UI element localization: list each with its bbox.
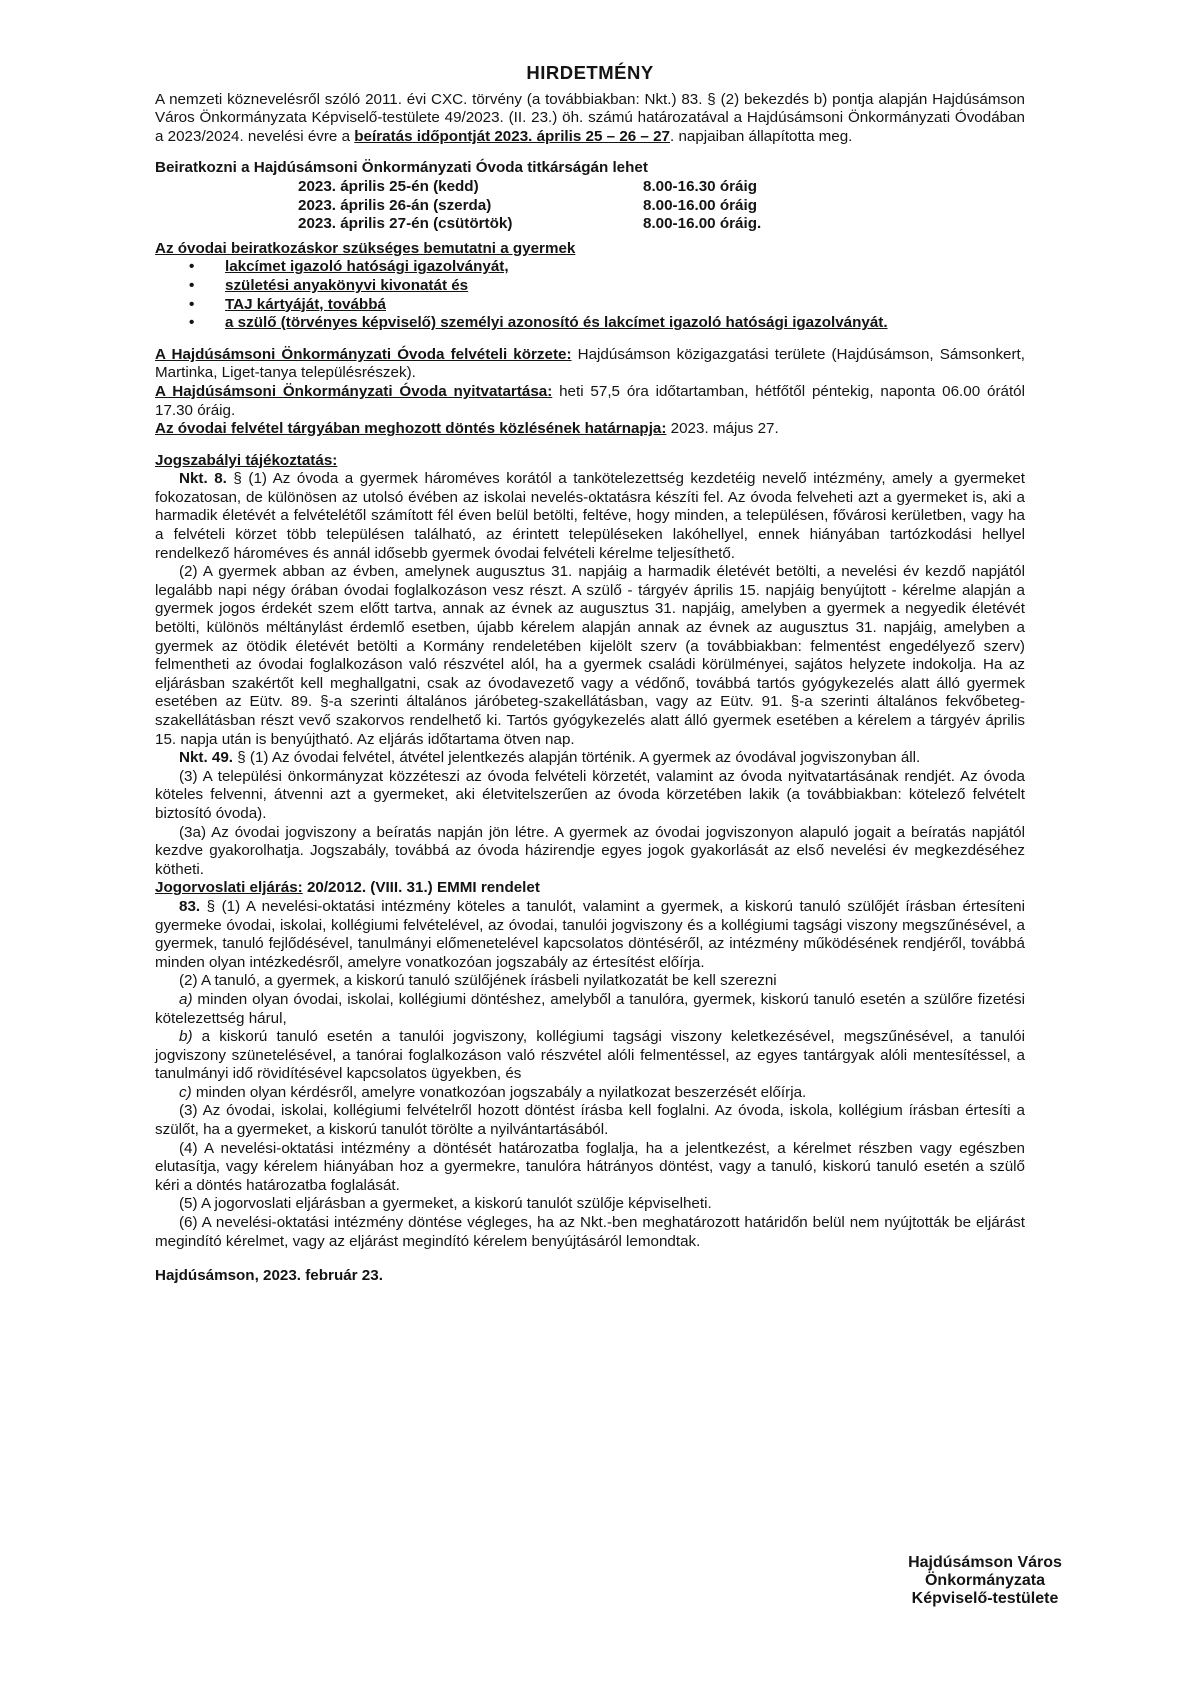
point-b-label: b) bbox=[179, 1028, 193, 1046]
s83-paragraph-4: (4) A nevelési-oktatási intézmény a döntését határozatba foglalja, ha a jelentkezést, a kérelmet részben vagy egészben elutasítja, vagy kérelem hiányában hoz a gyermekre, tanulóra hátrányos döntést, vagy a tanuló, kiskorú tanuló esetén a szülő kéri a döntés határozatba foglalását. bbox=[155, 1139, 1025, 1194]
appeal-heading-rest: 20/2012. (VIII. 31.) EMMI rendelet bbox=[302, 879, 540, 897]
document-text: születési anyakönyvi kivonatát és bbox=[225, 276, 469, 294]
schedule-date: 2023. április 25-én (kedd) bbox=[298, 177, 479, 195]
appeal-heading-label: Jogorvoslati eljárás: bbox=[155, 879, 303, 897]
s83-text-1: § (1) A nevelési-oktatási intézmény köteles a tanulót, valamint a gyermek, a kiskorú tanuló szülőjét írásban értesíteni gyermeke óvodai, iskolai, kollégiumi felvételével, az óvodai, tanulói jogviszony és a kollégiumi tagsági viszony megszűnésével, a gyermek, tanuló fejlődésével, tanulmányi előmenetelével kapcsolatos döntéséről, az intézmény működésének rendjéről, továbbá minden olyan intézkedésről, amelyre vonatkozóan jogszabály az értesítést előírja. bbox=[155, 897, 1025, 971]
intro-text-end: . napjaiban állapította meg. bbox=[670, 127, 853, 145]
bullet-icon: • bbox=[189, 295, 195, 313]
s83-label: 83. bbox=[179, 897, 201, 915]
enrollment-dates: beíratás időpontját 2023. április 25 – 26 – 27 bbox=[354, 127, 670, 145]
signature-line-1: Hajdúsámson Város Önkormányzata bbox=[908, 1554, 1062, 1589]
hours-text: heti 57,5 óra időtartamban, hétfőtől péntekig, naponta 06.00 órától 17.30 óráig. bbox=[155, 382, 1025, 419]
point-a-label: a) bbox=[179, 990, 193, 1008]
s83-point-c bbox=[155, 1084, 1025, 1103]
signature-line-2: Képviselő-testülete bbox=[911, 1590, 1059, 1607]
document-item bbox=[155, 277, 1025, 296]
point-b-text: a kiskorú tanuló esetén a tanulói jogviszony, kollégiumi tagsági viszony keletkezésével, megszűnésével, a tanulói jogviszony szünetelésével, a tanórai foglalkozáson való részvétel alóli felmentéssel, az egyes tantárgyak alóli mentesítéssel, a tanulmányi idő rövidítésével kapcsolatos ügyekben, és bbox=[155, 1028, 1025, 1083]
schedule-date: 2023. április 26-án (szerda) bbox=[298, 196, 492, 214]
district-paragraph bbox=[155, 346, 1025, 383]
nkt49-paragraph-3: (3) A települési önkormányzat közzéteszi az óvoda felvételi körzetét, valamint az óvoda nyitvatartásának rendjét. Az óvoda köteles felvenni, átvenni azt a gyermeket, aki életvitelszerűen az óvoda körzetében lakik (a továbbiakban: kötelező felvételt biztosító óvoda). bbox=[155, 767, 1025, 822]
appeal-heading bbox=[155, 879, 1025, 898]
s83-paragraph-1 bbox=[155, 898, 1025, 972]
schedule-row bbox=[155, 215, 1025, 234]
deadline-text: 2023. május 27. bbox=[666, 420, 779, 438]
nkt49-label: Nkt. 49. bbox=[179, 749, 234, 767]
s83-point-a bbox=[155, 991, 1025, 1028]
nkt8-text-1: § (1) Az óvoda a gyermek hároméves korától a tankötelezettség kezdetéig nevelő intézmény, amely a gyermeket fokozatosan, de különösen az utolsó évében az iskolai nevelés-oktatásra készíti fel. Az óvoda felveheti azt a gyermeket is, aki a harmadik életévét a felvételétől számított fél éven belül betölti, feltéve, hogy minden, a településen, fővárosi kerületben, vagy ha a felvételi körzet több településen található, az érintett településeken lakóhellyel, ennek hiányában tartózkodási hellyel rendelkező hároméves és annál idősebb gyermek óvodai felvételi kérelme teljesíthető. bbox=[155, 470, 1025, 562]
schedule-date: 2023. április 27-én (csütörtök) bbox=[298, 215, 513, 233]
district-label: A Hajdúsámsoni Önkormányzati Óvoda felvételi körzete: bbox=[155, 345, 572, 363]
nkt49-paragraph-1 bbox=[155, 749, 1025, 768]
bullet-icon: • bbox=[189, 276, 195, 294]
district-text: Hajdúsámson közigazgatási területe (Hajdúsámson, Sámsonkert, Martinka, Liget-tanya településrészek). bbox=[155, 345, 1025, 382]
hours-paragraph bbox=[155, 383, 1025, 420]
document-page bbox=[155, 64, 1025, 1286]
s83-paragraph-6: (6) A nevelési-oktatási intézmény döntése végleges, ha az Nkt.-ben meghatározott határidőn belül nem nyújtották be eljárást megindító kérelmet, vagy az eljárást megindító kérelem benyújtásáról lemondtak. bbox=[155, 1214, 1025, 1250]
schedule-heading: Beiratkozni a Hajdúsámsoni Önkormányzati Óvoda titkárságán lehet bbox=[155, 159, 648, 177]
schedule-time: 8.00-16.00 óráig bbox=[643, 196, 757, 214]
s83-paragraph-3: (3) Az óvodai, iskolai, kollégiumi felvételről hozott döntést írásba kell foglalni. Az óvoda, iskola, kollégium írásban értesíti a szülőt, ha a gyermeket, a kiskorú tanulót törölte a nyilvántartásából. bbox=[155, 1102, 1025, 1139]
document-item bbox=[155, 258, 1025, 277]
documents-list bbox=[155, 258, 1025, 332]
hours-label: A Hajdúsámsoni Önkormányzati Óvoda nyitvatartása: bbox=[155, 382, 553, 400]
point-c-label: c) bbox=[179, 1083, 192, 1101]
deadline-label: Az óvodai felvétel tárgyában meghozott döntés közlésének határnapja: bbox=[155, 420, 667, 438]
point-c-text: minden olyan kérdésről, amelyre vonatkozóan jogszabály a nyilatkozat beszerzését előírja. bbox=[191, 1083, 807, 1101]
nkt49-text-1: § (1) Az óvodai felvétel, átvétel jelentkezés alapján történik. A gyermek az óvodával jogviszonyban áll. bbox=[233, 749, 921, 767]
schedule-list bbox=[155, 178, 1025, 234]
nkt8-label: Nkt. 8. bbox=[179, 470, 227, 488]
document-item bbox=[155, 314, 1025, 333]
point-a-text: minden olyan óvodai, iskolai, kollégiumi döntéshez, amelyből a tanulóra, gyermek, kiskorú tanuló esetén a szülőre fizetési kötelezettség hárul, bbox=[155, 990, 1025, 1027]
s83-point-b bbox=[155, 1028, 1025, 1084]
s83-paragraph-5: (5) A jogorvoslati eljárásban a gyermeket, a kiskorú tanulót szülője képviselheti. bbox=[179, 1195, 712, 1213]
documents-heading: Az óvodai beiratkozáskor szükséges bemutatni a gyermek bbox=[155, 239, 576, 257]
s83-paragraph-2: (2) A tanuló, a gyermek, a kiskorú tanuló szülőjének írásbeli nyilatkozatát be kell szerezni bbox=[179, 972, 777, 990]
document-text: lakcímet igazoló hatósági igazolványát, bbox=[225, 258, 509, 276]
document-item bbox=[155, 296, 1025, 315]
place-and-date: Hajdúsámson, 2023. február 23. bbox=[155, 1267, 383, 1285]
nkt8-paragraph-1 bbox=[155, 470, 1025, 563]
deadline-paragraph bbox=[155, 420, 1025, 439]
bullet-icon: • bbox=[189, 314, 195, 332]
schedule-time: 8.00-16.30 óráig bbox=[643, 177, 757, 195]
document-text: a szülő (törvényes képviselő) személyi azonosító és lakcímet igazoló hatósági igazolványát. bbox=[225, 314, 888, 332]
legal-heading: Jogszabályi tájékoztatás: bbox=[155, 451, 338, 469]
schedule-time: 8.00-16.00 óráig. bbox=[643, 215, 762, 233]
schedule-row bbox=[155, 197, 1025, 216]
signature-block bbox=[850, 1554, 1120, 1608]
intro-text: A nemzeti köznevelésről szóló 2011. évi CXC. törvény (a továbbiakban: Nkt.) 83. § (2) bekezdés b) pontja alapján Hajdúsámson Város Önkormányzata Képviselő-testülete 49/2023. (II. 23.) öh. számú határozatával a Hajdúsámsoni Önkormányzati Óvodában a 2023/2024. nevelési évre a bbox=[155, 90, 1025, 145]
schedule-row bbox=[155, 178, 1025, 197]
document-text: TAJ kártyáját, továbbá bbox=[225, 295, 386, 313]
nkt8-paragraph-2: (2) A gyermek abban az évben, amelynek augusztus 31. napjáig a harmadik életévét betölti, a nevelési év kezdő napjától legalább napi négy órában óvodai foglalkozáson vesz részt. A szülő - tárgyév április 15. napjáig benyújtott - kérelme alapján a gyermek jogos érdekét szem előtt tartva, annak az évnek az augusztus 31. napjáig, amelyben a gyermek a negyedik életévét betölti, különös méltánylást érdemlő esetben, újabb kérelem alapján annak az évnek az augusztus 31. napjáig, amelyben a gyermek az ötödik életévét betölti a Kormány rendeletében kijelölt szerv (a továbbiakban: felmentést engedélyező szerv) felmentheti az óvodai foglalkozáson való részvétel alól, ha a gyermek családi körülményei, sajátos helyzete indokolja. Ha az eljárásban szakértőt kell meghallgatni, csak az óvodavezető vagy a védőnő, továbbá tartós gyógykezelés alatt álló gyermek esetében az Eütv. 89. §-a szerinti általános járóbeteg-szakellátásban, vagy az Eütv. 91. §-a szerinti általános fekvőbeteg-szakellátásban részt vevő szakorvos rendelhető ki. Tartós gyógykezelés alatt álló gyermek esetében a kérelem a tárgyév április 15. napja után is benyújtható. Az eljárás időtartama ötven nap. bbox=[155, 563, 1025, 748]
bullet-icon: • bbox=[189, 258, 195, 276]
page-title: HIRDETMÉNY bbox=[526, 62, 654, 83]
nkt49-paragraph-3a: (3a) Az óvodai jogviszony a beíratás napján jön létre. A gyermek az óvodai jogviszonyon alapuló jogait a beíratás napjától kezdve gyakorolhatja. Jogszabály, továbbá az óvoda házirendje egyes jogok gyakorlását az első nevelési év megkezdéséhez kötheti. bbox=[155, 823, 1025, 878]
intro-paragraph bbox=[155, 91, 1025, 147]
